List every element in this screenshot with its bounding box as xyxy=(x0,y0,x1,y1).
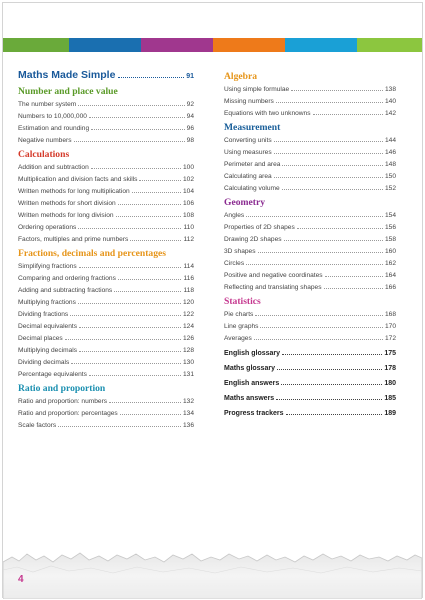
entry-title: Positive and negative coordinates xyxy=(224,272,323,279)
entry-title: Factors, multiples and prime numbers xyxy=(18,236,129,243)
leader-dots xyxy=(78,228,181,229)
entry-title: English glossary xyxy=(224,350,281,357)
entry-title: Percentage equivalents xyxy=(18,371,87,378)
entry-title: Written methods for long multiplication xyxy=(18,188,130,195)
entry-page-number: 132 xyxy=(182,398,194,405)
entry-title: Using measures xyxy=(224,149,272,156)
leader-dots xyxy=(118,279,182,280)
entry-page-number: 168 xyxy=(384,311,396,318)
entry-page-number: 166 xyxy=(384,284,396,291)
entry-title: Averages xyxy=(224,335,252,342)
leader-dots xyxy=(116,216,181,217)
toc-entry[interactable] xyxy=(18,135,194,147)
leader-dots xyxy=(281,384,382,385)
entry-title: Converting units xyxy=(224,137,272,144)
toc-entry[interactable] xyxy=(224,183,396,195)
entry-title: Scale factors xyxy=(18,422,57,429)
leader-dots xyxy=(282,354,382,355)
book-page xyxy=(2,2,423,598)
leader-dots xyxy=(282,189,383,190)
entry-page-number: 118 xyxy=(183,287,194,294)
leader-dots xyxy=(78,303,181,304)
leader-dots xyxy=(284,240,383,241)
leader-dots xyxy=(70,315,181,316)
toc-entry[interactable] xyxy=(224,309,396,321)
toc-entry[interactable] xyxy=(18,210,194,222)
leader-dots xyxy=(118,204,181,205)
leader-dots xyxy=(91,129,185,130)
toc-entry[interactable] xyxy=(18,234,194,246)
toc-entry[interactable] xyxy=(224,258,396,270)
entry-title: Line graphs xyxy=(224,323,259,330)
leader-dots xyxy=(313,114,383,115)
toc-extra-entry[interactable] xyxy=(224,362,396,376)
toc-entry[interactable] xyxy=(18,186,194,198)
entry-title: Written methods for long division xyxy=(18,212,114,219)
entry-page-number: 138 xyxy=(384,86,396,93)
toc-entry[interactable] xyxy=(18,99,194,111)
toc-entry[interactable] xyxy=(18,309,194,321)
entry-page-number: 94 xyxy=(186,113,194,120)
entry-page-number: 100 xyxy=(182,164,194,171)
section-heading: Algebra xyxy=(224,71,258,82)
toc-entry[interactable] xyxy=(224,171,396,183)
leader-dots xyxy=(286,414,383,415)
entry-title: Properties of 2D shapes xyxy=(224,224,295,231)
leader-dots xyxy=(74,141,185,142)
entry-page-number: 131 xyxy=(182,371,194,378)
entry-page-number: 124 xyxy=(182,323,194,330)
entry-title: Comparing and ordering fractions xyxy=(18,275,116,282)
toc-entry[interactable] xyxy=(18,321,194,333)
toc-entry[interactable] xyxy=(18,420,194,432)
entry-page-number: 116 xyxy=(183,275,194,282)
entry-title: Dividing decimals xyxy=(18,359,70,366)
toc-entry[interactable] xyxy=(224,246,396,258)
leader-dots xyxy=(120,414,181,415)
toc-entry[interactable] xyxy=(18,198,194,210)
entry-title: Reflecting and translating shapes xyxy=(224,284,322,291)
toc-entry[interactable] xyxy=(224,147,396,159)
entry-title: Progress trackers xyxy=(224,410,284,417)
entry-page-number: 92 xyxy=(186,101,194,108)
entry-page-number: 160 xyxy=(384,248,396,255)
entry-title: Multiplying decimals xyxy=(18,347,77,354)
right-sections xyxy=(224,70,396,345)
leader-dots xyxy=(89,375,181,376)
leader-dots xyxy=(109,402,181,403)
entry-page-number: 185 xyxy=(384,395,396,402)
entry-title: Numbers to 10,000,000 xyxy=(18,113,87,120)
leader-dots xyxy=(130,240,181,241)
leader-dots xyxy=(255,315,383,316)
entry-page-number: 126 xyxy=(182,335,194,342)
toc-entry[interactable] xyxy=(224,96,396,108)
section-heading: Ratio and proportion xyxy=(18,383,106,394)
contents-right-column xyxy=(224,69,396,421)
toc-extra-entry[interactable] xyxy=(224,377,396,391)
section-heading: Number and place value xyxy=(18,86,118,97)
leader-dots xyxy=(78,105,184,106)
page-number: 4 xyxy=(18,574,24,585)
toc-entry[interactable] xyxy=(224,108,396,120)
entry-title: Missing numbers xyxy=(224,98,274,105)
entry-page-number: 106 xyxy=(182,200,194,207)
entry-title: Multiplication and division facts and skills xyxy=(18,176,138,183)
entry-title: Equations with two unknowns xyxy=(224,110,311,117)
entry-title: 3D shapes xyxy=(224,248,256,255)
entry-title: Using simple formulae xyxy=(224,86,290,93)
entry-page-number: 98 xyxy=(186,137,194,144)
entry-page-number: 110 xyxy=(183,224,194,231)
toc-entry[interactable] xyxy=(224,159,396,171)
entry-page-number: 175 xyxy=(384,350,396,357)
entry-page-number: 96 xyxy=(186,125,194,132)
color-band-segment xyxy=(141,38,213,52)
entry-page-number: 102 xyxy=(182,176,194,183)
leader-dots xyxy=(258,252,383,253)
entry-page-number: 120 xyxy=(182,299,194,306)
contents-title-page: 91 xyxy=(186,73,194,80)
entry-page-number: 170 xyxy=(384,323,396,330)
entry-page-number: 146 xyxy=(384,149,396,156)
toc-extra-entry[interactable] xyxy=(224,392,396,406)
toc-entry[interactable] xyxy=(18,396,194,408)
leader-dots xyxy=(291,90,383,91)
entry-title: Circles xyxy=(224,260,245,267)
leader-dots xyxy=(91,168,181,169)
entry-title: The number system xyxy=(18,101,77,108)
entry-page-number: 189 xyxy=(384,410,396,417)
color-band-segment xyxy=(69,38,141,52)
entry-page-number: 104 xyxy=(182,188,194,195)
leader-dots xyxy=(276,399,382,400)
entry-title: Written methods for short division xyxy=(18,200,116,207)
toc-extra-entry[interactable] xyxy=(224,347,396,361)
toc-entry[interactable] xyxy=(224,234,396,246)
entry-page-number: 128 xyxy=(182,347,194,354)
entry-page-number: 162 xyxy=(384,260,396,267)
entry-page-number: 180 xyxy=(384,380,396,387)
left-sections xyxy=(18,85,194,432)
leader-dots xyxy=(58,426,181,427)
entry-page-number: 134 xyxy=(182,410,194,417)
toc-entry[interactable] xyxy=(224,333,396,345)
leader-dots xyxy=(79,267,182,268)
leader-dots xyxy=(324,288,383,289)
toc-entry[interactable] xyxy=(224,210,396,222)
leader-dots xyxy=(118,77,184,78)
entry-title: Addition and subtraction xyxy=(18,164,89,171)
entry-title: Angles xyxy=(224,212,245,219)
entry-title: Calculating volume xyxy=(224,185,280,192)
entry-page-number: 130 xyxy=(182,359,194,366)
color-band-segment xyxy=(3,38,69,52)
toc-extra-entry[interactable] xyxy=(224,407,396,421)
leader-dots xyxy=(254,339,383,340)
toc-entry[interactable] xyxy=(18,345,194,357)
entry-title: Maths glossary xyxy=(224,365,275,372)
entry-title: Ratio and proportion: numbers xyxy=(18,398,108,405)
entry-title: Multiplying fractions xyxy=(18,299,76,306)
leader-dots xyxy=(274,141,383,142)
section-heading: Fractions, decimals and percentages xyxy=(18,248,166,259)
entry-title: Maths answers xyxy=(224,395,275,402)
toc-entry[interactable] xyxy=(18,162,194,174)
toc-entry[interactable] xyxy=(18,174,194,186)
leader-dots xyxy=(114,291,181,292)
entry-page-number: 154 xyxy=(384,212,396,219)
leader-dots xyxy=(297,228,383,229)
color-band-segment xyxy=(357,38,422,52)
leader-dots xyxy=(274,153,383,154)
entry-page-number: 142 xyxy=(384,110,396,117)
leader-dots xyxy=(260,327,383,328)
entry-page-number: 172 xyxy=(384,335,396,342)
leader-dots xyxy=(139,180,181,181)
entry-title: Decimal equivalents xyxy=(18,323,78,330)
leader-dots xyxy=(79,351,181,352)
entry-title: Drawing 2D shapes xyxy=(224,236,282,243)
color-band-segment xyxy=(213,38,285,52)
entry-title: Estimation and rounding xyxy=(18,125,90,132)
leader-dots xyxy=(71,363,181,364)
entry-page-number: 108 xyxy=(182,212,194,219)
section-heading: Statistics xyxy=(224,296,261,307)
entry-page-number: 156 xyxy=(384,224,396,231)
entry-page-number: 148 xyxy=(384,161,396,168)
entry-page-number: 144 xyxy=(384,137,396,144)
contents-title[interactable] xyxy=(18,69,194,83)
toc-entry[interactable] xyxy=(18,123,194,135)
toc-entry[interactable] xyxy=(18,408,194,420)
entry-title: Pie charts xyxy=(224,311,254,318)
entry-page-number: 114 xyxy=(183,263,194,270)
entry-page-number: 152 xyxy=(384,185,396,192)
entry-page-number: 140 xyxy=(384,98,396,105)
entry-title: Ratio and proportion: percentages xyxy=(18,410,118,417)
toc-entry[interactable] xyxy=(224,282,396,294)
section-heading: Geometry xyxy=(224,197,266,208)
entry-title: Calculating area xyxy=(224,173,272,180)
color-band-segment xyxy=(285,38,357,52)
toc-entry[interactable] xyxy=(224,84,396,96)
section-heading: Calculations xyxy=(18,149,70,160)
leader-dots xyxy=(276,102,383,103)
toc-entry[interactable] xyxy=(18,357,194,369)
leader-dots xyxy=(246,216,383,217)
leader-dots xyxy=(65,339,181,340)
entry-page-number: 150 xyxy=(384,173,396,180)
toc-entry[interactable] xyxy=(18,273,194,285)
leader-dots xyxy=(282,165,383,166)
entry-title: Adding and subtracting fractions xyxy=(18,287,113,294)
toc-entry[interactable] xyxy=(18,222,194,234)
entry-page-number: 112 xyxy=(183,236,194,243)
leader-dots xyxy=(79,327,181,328)
entry-title: Perimeter and area xyxy=(224,161,281,168)
toc-entry[interactable] xyxy=(18,111,194,123)
entry-title: Dividing fractions xyxy=(18,311,69,318)
leader-dots xyxy=(89,117,185,118)
entry-page-number: 178 xyxy=(384,365,396,372)
contents-left-column xyxy=(18,69,194,432)
entry-page-number: 164 xyxy=(384,272,396,279)
leader-dots xyxy=(274,177,383,178)
toc-entry[interactable] xyxy=(224,321,396,333)
leader-dots xyxy=(132,192,181,193)
section-heading: Measurement xyxy=(224,122,281,133)
entry-title: English answers xyxy=(224,380,280,387)
toc-entry[interactable] xyxy=(224,135,396,147)
toc-entry[interactable] xyxy=(18,369,194,381)
extras-list xyxy=(224,347,396,421)
toc-entry[interactable] xyxy=(18,285,194,297)
color-band xyxy=(3,38,422,52)
leader-dots xyxy=(325,276,383,277)
toc-entry[interactable] xyxy=(224,270,396,282)
toc-entry[interactable] xyxy=(18,261,194,273)
entry-page-number: 122 xyxy=(182,311,194,318)
entry-title: Ordering operations xyxy=(18,224,77,231)
entry-page-number: 158 xyxy=(384,236,396,243)
toc-entry[interactable] xyxy=(18,333,194,345)
toc-entry[interactable] xyxy=(18,297,194,309)
entry-title: Simplifying fractions xyxy=(18,263,77,270)
entry-title: Decimal places xyxy=(18,335,63,342)
contents-title-text: Maths Made Simple xyxy=(18,69,116,81)
leader-dots xyxy=(246,264,383,265)
toc-entry[interactable] xyxy=(224,222,396,234)
torn-paper-edge xyxy=(3,548,422,599)
entry-page-number: 136 xyxy=(182,422,194,429)
entry-title: Negative numbers xyxy=(18,137,72,144)
leader-dots xyxy=(277,369,382,370)
